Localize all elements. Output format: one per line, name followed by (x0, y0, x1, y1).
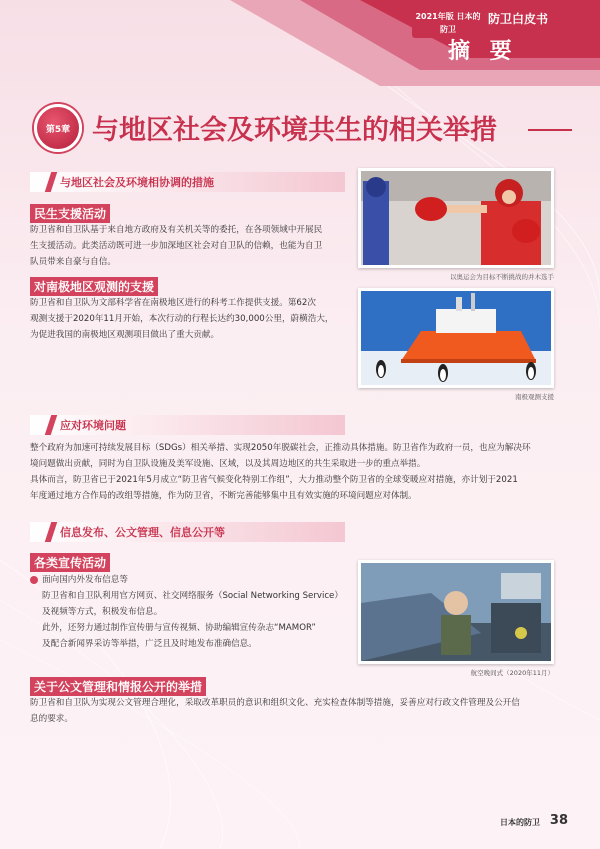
section-header-information (30, 522, 345, 542)
chapter-number: 第5章 (34, 104, 82, 152)
pilot-photo-caption: 航空晚间式（2020年11月） (470, 669, 554, 677)
text-line: 生支援活动。此类活动既可进一步加深地区社会对自卫队的信赖，也能为自卫 (30, 241, 323, 251)
section-title: 应对环境问题 (60, 419, 126, 432)
text-line: 防卫省和自卫队基于来自地方政府及有关机关等的委托，在各项领域中开展民 (30, 225, 323, 235)
text-line: 整个政府为加速可持续发展目标（SDGs）相关举措、实现2050年脱碳社会，正推动具体措施。防卫省作为政府一员，也应为解决环 (30, 443, 531, 453)
bullet-icon (30, 576, 38, 584)
subsection-title-civil-support: 民生支援活动 (30, 204, 110, 223)
paragraph-records (30, 695, 575, 727)
chapter-title: 与地区社会及环境共生的相关举措 (92, 115, 497, 146)
bullet-item (30, 572, 350, 588)
section-header-community (30, 172, 345, 192)
pilot-photo (358, 560, 554, 664)
text-line: 此外，还努力通过制作宣传册与宣传视频、协助编辑宣传杂志“MAMOR” (42, 623, 316, 633)
text-line: 息的要求。 (30, 714, 73, 724)
paragraph-antarctic (30, 295, 350, 343)
bullet-text: 面向国内外发布信息等 (42, 575, 128, 585)
text-line: 及视频等方式，积极发布信息。 (42, 607, 163, 617)
paragraph-pr (42, 588, 352, 652)
paragraph-civil-support (30, 222, 350, 270)
text-line: 具体而言，防卫省已于2021年5月成立“防卫省气候变化特别工作组”，大力推动整个防卫省的全球变暖应对措施，亦计划于2021 (30, 475, 518, 485)
subsection-title-pr: 各类宣传活动 (30, 553, 110, 572)
chapter-divider (528, 129, 572, 131)
paragraph-environment (30, 440, 575, 504)
section-title: 信息发布、公文管理、信息公开等 (60, 526, 225, 539)
text-line: 队员带来自豪与自信。 (30, 257, 116, 267)
text-line: 防卫省和自卫队利用官方网页、社交网络服务（Social Networking Service） (42, 591, 343, 601)
summary-title: 摘 要 (448, 39, 518, 64)
text-line: 防卫省和自卫队为实现公文管理合理化，采取改革职员的意识和组织文化、充实检查体制等措施，妥善应对行政文件管理及公开信 (30, 698, 520, 708)
subsection-title-records: 关于公文管理和情报公开的举措 (30, 677, 206, 696)
section-marker (45, 415, 57, 435)
section-marker (45, 172, 57, 192)
section-title: 与地区社会及环境相协调的措施 (60, 176, 214, 189)
series-title: 防卫白皮书 (488, 12, 549, 26)
subsection-title-antarctic: 对南极地区观测的支援 (30, 277, 158, 296)
year-badge: 2021年版 日本的防卫 (412, 10, 484, 38)
text-line: 境问题做出贡献，同时为自卫队设施及美军设施、区域，以及其周边地区的共生采取进一步的重点举措。 (30, 459, 426, 469)
boxing-photo (358, 168, 554, 268)
icebreaker-photo-caption: 南极观测支援 (515, 393, 554, 401)
text-line: 观测支援于2020年11月开始，本次行动的行程长达约30,000公里，蔚横浩大， (30, 314, 334, 324)
text-line: 年度通过地方合作局的改组等措施，作为防卫省，不断完善能够集中且有效实施的环境问题应对体制。 (30, 491, 417, 501)
boxing-photo-caption: 以奥运会为目标不断挑战的并木选手 (450, 273, 554, 281)
icebreaker-photo (358, 288, 554, 388)
footer-label: 日本的防卫 (500, 818, 540, 827)
page-number: 38 (549, 813, 568, 828)
text-line: 防卫省和自卫队为文部科学省在南极地区进行的科考工作提供支援。第62次 (30, 298, 316, 308)
section-marker (45, 522, 57, 542)
text-line: 及配合新闻界采访等举措，广泛且及时地发布准确信息。 (42, 639, 257, 649)
text-line: 为促进我国的南极地区观测项目做出了重大贡献。 (30, 330, 220, 340)
section-header-environment (30, 415, 345, 435)
